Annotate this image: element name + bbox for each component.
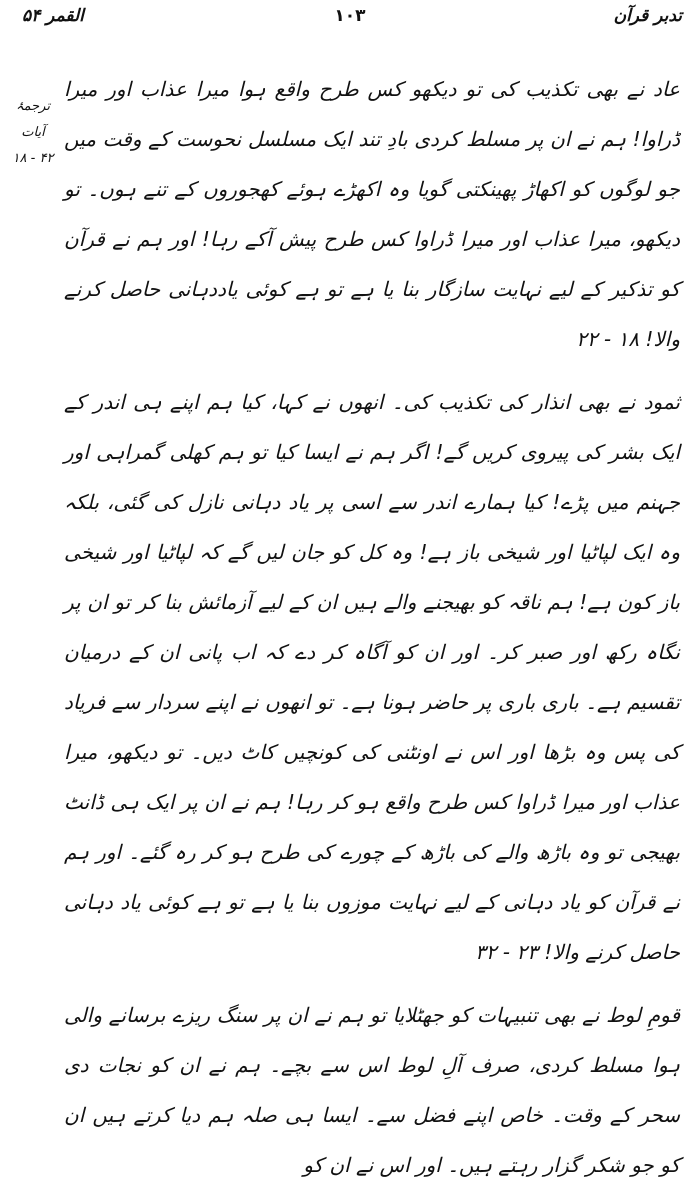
page-number: ۱۰۳: [334, 6, 366, 26]
paragraph-ad: عاد نے بھی تکذیب کی تو دیکھو کس طرح واقع ہوا میرا عذاب اور میرا ڈراوا! ہم نے ان پر مسلط کردی بادِ تند ایک مسلسل نحوست کے وقت میں جو لوگوں کو اکھاڑ پھینکتی گویا وہ اکھڑے ہوئے کھجوروں کے تنے ہوں۔ تو دیکھو، میرا عذاب اور میرا ڈراوا کس طرح پیش آکے رہا! اور ہم نے قرآن کو تذکیر کے لیے نہایت سازگار بنا یا ہے تو ہے کوئی یاددہانی حاصل کرنے والا! ۱۸ - ۲۲: [64, 77, 680, 351]
margin-note: [6, 94, 60, 172]
margin-note-label: ترجمۂ آیات: [16, 99, 50, 140]
margin-note-range: ۱۸ - ۴۲: [12, 151, 54, 166]
header-surah: القمر ۵۴: [22, 6, 84, 26]
paragraph-lut: قومِ لوط نے بھی تنبیہات کو جھٹلایا تو ہم نے ان پر سنگ ریزے برسانے والی ہوا مسلط کردی، صرف آلِ لوط اس سے بچے۔ ہم نے ان کو نجات دی سحر کے وقت۔ خاص اپنے فضل سے۔ ایسا ہی صلہ ہم دیا کرتے ہیں ان کو جو شکر گزار رہتے ہیں۔ اور اس نے ان کو: [64, 1003, 680, 1177]
running-header: [0, 0, 700, 36]
header-book-title: تدبر قرآن: [613, 6, 682, 26]
body-text: [64, 64, 680, 1203]
paragraph-thamud: ثمود نے بھی انذار کی تکذیب کی۔ انھوں نے کہا، کیا ہم اپنے ہی اندر کے ایک بشر کی پیروی کریں گے! اگر ہم نے ایسا کیا تو ہم کھلی گمراہی اور جہنم میں پڑے! کیا ہمارے اندر سے اسی پر یاد دہانی نازل کی گئی، بلکہ وہ ایک لپاٹیا اور شیخی باز ہے! وہ کل کو جان لیں گے کہ لپاٹیا اور شیخی باز کون ہے! ہم ناقہ کو بھیجنے والے ہیں ان کے لیے آزمائش بنا کر تو ان پر نگاہ رکھ اور صبر کر۔ اور ان کو آگاہ کر دے کہ اب پانی ان کے درمیان تقسیم ہے۔ باری باری پر حاضر ہونا ہے۔ تو انھوں نے اپنے سردار سے فریاد کی پس وہ بڑھا اور اس نے اونٹنی کی کونچیں کاٹ دیں۔ تو دیکھو، میرا عذاب اور میرا ڈراوا کس طرح واقع ہو کر رہا! ہم نے ان پر ایک ہی ڈانٹ بھیجی تو وہ باڑھ والے کی باڑھ کے چورے کی طرح ہو کر رہ گئے۔ اور ہم نے قرآن کو یاد دہانی کے لیے نہایت موزوں بنا یا ہے تو ہے کوئی یاد دہانی حاصل کرنے والا! ۲۳ - ۳۲: [64, 390, 680, 964]
